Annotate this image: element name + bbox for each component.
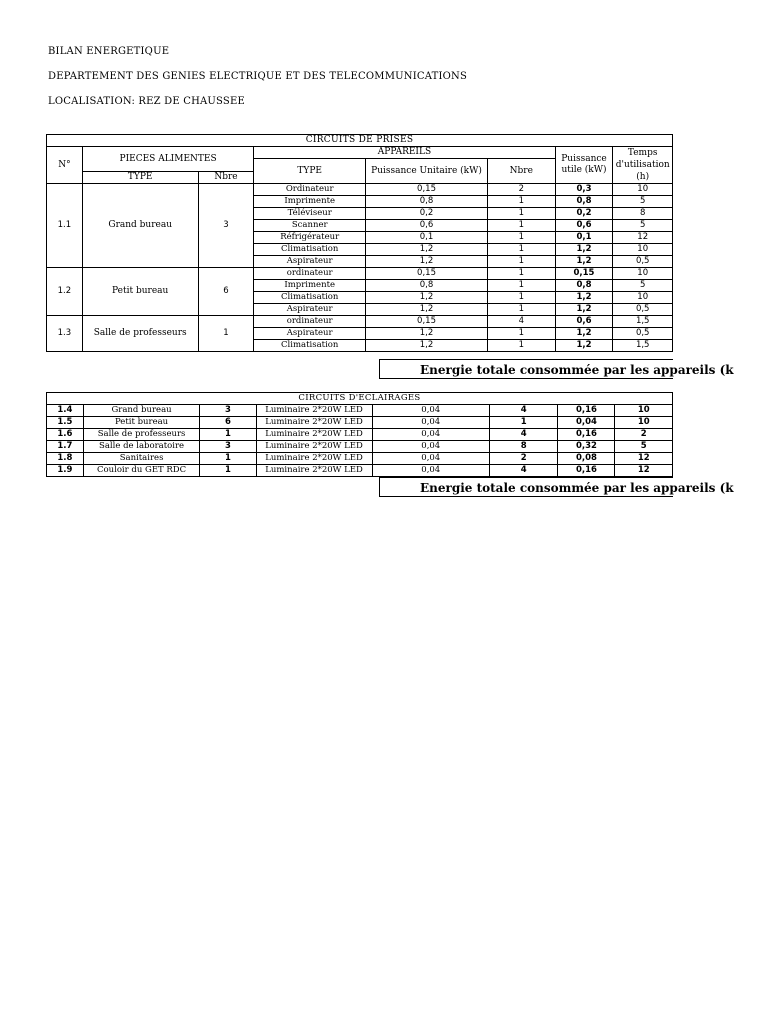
room-name: Couloir du GET RDC xyxy=(83,465,200,477)
appliance-type: Téléviseur xyxy=(254,208,366,220)
eclairages-total-label: Energie totale consommée par les appareils (k xyxy=(379,477,673,497)
table-row xyxy=(47,316,673,328)
usage-time: 10 xyxy=(613,268,673,280)
appliance-type: Imprimente xyxy=(254,280,366,292)
useful-power: 0,8 xyxy=(555,196,613,208)
useful-power: 0,6 xyxy=(555,316,613,328)
appliance-count: 4 xyxy=(489,429,558,441)
usage-time: 0,5 xyxy=(613,304,673,316)
appliance-type: Ordinateur xyxy=(254,184,366,196)
table-row xyxy=(47,453,673,465)
appliance-count: 1 xyxy=(488,232,556,244)
usage-time: 10 xyxy=(613,292,673,304)
appliance-type: Climatisation xyxy=(254,340,366,352)
appliance-count: 1 xyxy=(488,256,556,268)
appliance-type: Climatisation xyxy=(254,292,366,304)
unit-power: 1,2 xyxy=(366,292,488,304)
unit-power: 0,15 xyxy=(366,316,488,328)
prises-total-label: Energie totale consommée par les appareils (k xyxy=(379,359,673,379)
appliance-count: 4 xyxy=(489,405,558,417)
prises-table xyxy=(46,134,673,352)
usage-time: 12 xyxy=(613,232,673,244)
unit-power: 0,04 xyxy=(372,465,489,477)
appliance-count: 2 xyxy=(489,453,558,465)
appliance-type: Luminaire 2*20W LED xyxy=(256,465,372,477)
appliance-count: 1 xyxy=(488,340,556,352)
unit-power: 1,2 xyxy=(366,256,488,268)
unit-power: 0,04 xyxy=(372,405,489,417)
table-row xyxy=(47,268,673,280)
col-header-puissance-unitaire: Puissance Unitaire (kW) xyxy=(366,159,488,184)
room-number: 1.8 xyxy=(47,453,84,465)
room-name: Grand bureau xyxy=(82,184,198,268)
col-header-pieces-nbre: Nbre xyxy=(198,172,254,184)
appliance-count: 1 xyxy=(488,328,556,340)
unit-power: 0,04 xyxy=(372,441,489,453)
room-name: Salle de professeurs xyxy=(82,316,198,352)
appliance-type: Aspirateur xyxy=(254,256,366,268)
appliance-count: 4 xyxy=(488,316,556,328)
appliance-type: Luminaire 2*20W LED xyxy=(256,417,372,429)
room-count: 3 xyxy=(200,441,256,453)
prises-band-title: CIRCUITS DE PRISES xyxy=(47,135,673,147)
room-name: Petit bureau xyxy=(82,268,198,316)
usage-time: 5 xyxy=(615,441,673,453)
appliance-count: 1 xyxy=(488,196,556,208)
table-row xyxy=(47,417,673,429)
appliance-count: 1 xyxy=(488,292,556,304)
usage-time: 0,5 xyxy=(613,328,673,340)
usage-time: 2 xyxy=(615,429,673,441)
table-row xyxy=(47,441,673,453)
room-count: 1 xyxy=(200,453,256,465)
usage-time: 12 xyxy=(615,453,673,465)
usage-time: 10 xyxy=(615,405,673,417)
room-name: Salle de professeurs xyxy=(83,429,200,441)
unit-power: 0,2 xyxy=(366,208,488,220)
room-count: 1 xyxy=(198,316,254,352)
usage-time: 0,5 xyxy=(613,256,673,268)
useful-power: 1,2 xyxy=(555,292,613,304)
unit-power: 0,1 xyxy=(366,232,488,244)
usage-time: 5 xyxy=(613,280,673,292)
usage-time: 1,5 xyxy=(613,316,673,328)
table-row xyxy=(47,465,673,477)
col-header-app-type: TYPE xyxy=(254,159,366,184)
appliance-count: 4 xyxy=(489,465,558,477)
room-name: Grand bureau xyxy=(83,405,200,417)
room-count: 1 xyxy=(200,465,256,477)
usage-time: 5 xyxy=(613,196,673,208)
table-row xyxy=(47,429,673,441)
col-header-appareils: APPAREILS xyxy=(254,147,555,159)
usage-time: 12 xyxy=(615,465,673,477)
appliance-count: 1 xyxy=(488,220,556,232)
appliance-type: Réfrigérateur xyxy=(254,232,366,244)
appliance-type: Luminaire 2*20W LED xyxy=(256,441,372,453)
room-number: 1.1 xyxy=(47,184,83,268)
unit-power: 0,04 xyxy=(372,429,489,441)
col-header-temps: Temps d'utilisation (h) xyxy=(613,147,673,184)
usage-time: 10 xyxy=(613,184,673,196)
appliance-count: 8 xyxy=(489,441,558,453)
unit-power: 0,8 xyxy=(366,280,488,292)
room-number: 1.4 xyxy=(47,405,84,417)
unit-power: 0,15 xyxy=(366,268,488,280)
useful-power: 0,16 xyxy=(558,405,615,417)
unit-power: 0,15 xyxy=(366,184,488,196)
unit-power: 0,8 xyxy=(366,196,488,208)
eclairages-table-container xyxy=(46,392,673,477)
useful-power: 1,2 xyxy=(555,304,613,316)
useful-power: 0,16 xyxy=(558,465,615,477)
usage-time: 8 xyxy=(613,208,673,220)
usage-time: 1,5 xyxy=(613,340,673,352)
appliance-type: Luminaire 2*20W LED xyxy=(256,405,372,417)
col-header-app-nbre: Nbre xyxy=(488,159,556,184)
unit-power: 0,04 xyxy=(372,417,489,429)
room-count: 3 xyxy=(198,184,254,268)
appliance-count: 1 xyxy=(488,268,556,280)
appliance-count: 1 xyxy=(489,417,558,429)
table-row xyxy=(47,184,673,196)
appliance-type: ordinateur xyxy=(254,268,366,280)
unit-power: 1,2 xyxy=(366,328,488,340)
room-count: 6 xyxy=(198,268,254,316)
unit-power: 1,2 xyxy=(366,340,488,352)
usage-time: 10 xyxy=(615,417,673,429)
useful-power: 1,2 xyxy=(555,244,613,256)
department-line: DEPARTEMENT DES GENIES ELECTRIQUE ET DES TELECOMMUNICATIONS xyxy=(48,71,468,82)
room-name: Sanitaires xyxy=(83,453,200,465)
room-count: 6 xyxy=(200,417,256,429)
room-count: 3 xyxy=(200,405,256,417)
col-header-no: N° xyxy=(47,147,83,184)
unit-power: 1,2 xyxy=(366,244,488,256)
eclairages-table xyxy=(46,392,673,477)
room-name: Salle de laboratoire xyxy=(83,441,200,453)
room-number: 1.9 xyxy=(47,465,84,477)
usage-time: 10 xyxy=(613,244,673,256)
useful-power: 1,2 xyxy=(555,328,613,340)
appliance-type: ordinateur xyxy=(254,316,366,328)
useful-power: 0,04 xyxy=(558,417,615,429)
usage-time: 5 xyxy=(613,220,673,232)
room-name: Petit bureau xyxy=(83,417,200,429)
appliance-type: Aspirateur xyxy=(254,328,366,340)
room-count: 1 xyxy=(200,429,256,441)
useful-power: 0,1 xyxy=(555,232,613,244)
eclairages-band-title: CIRCUITS D'ECLAIRAGES xyxy=(47,393,673,405)
appliance-type: Scanner xyxy=(254,220,366,232)
appliance-count: 1 xyxy=(488,208,556,220)
appliance-count: 2 xyxy=(488,184,556,196)
useful-power: 0,32 xyxy=(558,441,615,453)
useful-power: 0,15 xyxy=(555,268,613,280)
appliance-count: 1 xyxy=(488,304,556,316)
room-number: 1.7 xyxy=(47,441,84,453)
useful-power: 0,2 xyxy=(555,208,613,220)
appliance-type: Imprimente xyxy=(254,196,366,208)
col-header-puissance-utile: Puissance utile (kW) xyxy=(555,147,613,184)
col-header-pieces: PIECES ALIMENTES xyxy=(82,147,254,172)
appliance-type: Luminaire 2*20W LED xyxy=(256,453,372,465)
useful-power: 0,08 xyxy=(558,453,615,465)
room-number: 1.6 xyxy=(47,429,84,441)
room-number: 1.5 xyxy=(47,417,84,429)
appliance-count: 1 xyxy=(488,280,556,292)
appliance-count: 1 xyxy=(488,244,556,256)
unit-power: 1,2 xyxy=(366,304,488,316)
room-number: 1.3 xyxy=(47,316,83,352)
useful-power: 0,16 xyxy=(558,429,615,441)
document-title: BILAN ENERGETIQUE xyxy=(48,46,170,57)
location-line: LOCALISATION: REZ DE CHAUSSEE xyxy=(48,96,245,107)
prises-table-container xyxy=(46,134,673,352)
useful-power: 0,6 xyxy=(555,220,613,232)
col-header-pieces-type: TYPE xyxy=(82,172,198,184)
useful-power: 1,2 xyxy=(555,340,613,352)
useful-power: 1,2 xyxy=(555,256,613,268)
useful-power: 0,3 xyxy=(555,184,613,196)
appliance-type: Aspirateur xyxy=(254,304,366,316)
unit-power: 0,04 xyxy=(372,453,489,465)
unit-power: 0,6 xyxy=(366,220,488,232)
room-number: 1.2 xyxy=(47,268,83,316)
appliance-type: Luminaire 2*20W LED xyxy=(256,429,372,441)
appliance-type: Climatisation xyxy=(254,244,366,256)
useful-power: 0,8 xyxy=(555,280,613,292)
table-row xyxy=(47,405,673,417)
